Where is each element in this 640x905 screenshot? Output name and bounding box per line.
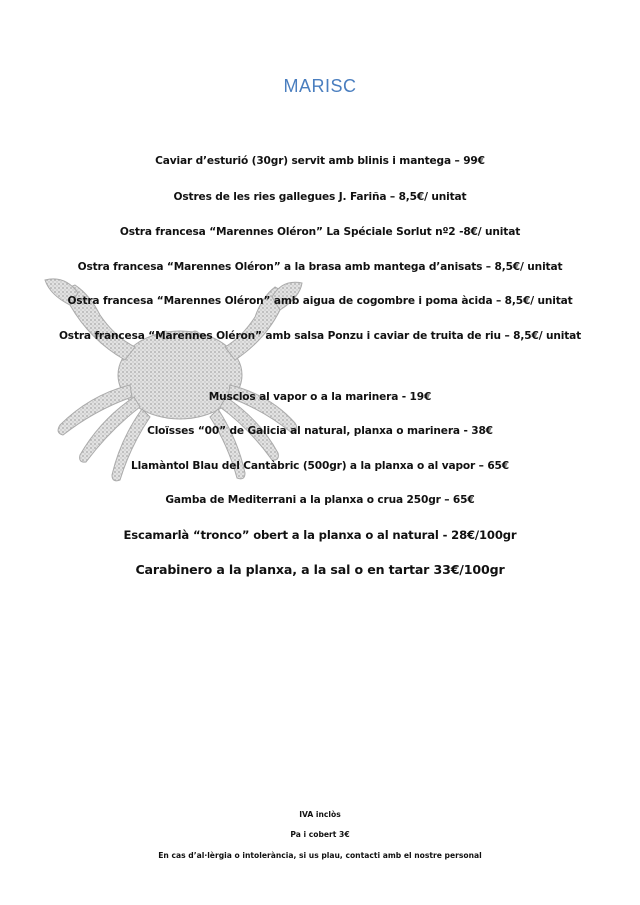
footer-bread-note: Pa i cobert 3€ (290, 830, 350, 839)
menu-item-langoustine: Escamarlà “tronco” obert a la planxa o al natural - 28€/100gr (123, 528, 517, 542)
menu-item-oyster-cogombre: Ostra francesa “Marennes Oléron” amb aigua de cogombre i poma àcida – 8,5€/ unitat (67, 295, 573, 307)
menu-item-oyster-ponzu: Ostra francesa “Marennes Oléron” amb salsa Ponzu i caviar de truita de riu – 8,5€/ unitat (58, 330, 582, 342)
menu-item-clams: Cloïsses “00” de Galicia al natural, planxa o marinera - 38€ (147, 425, 493, 437)
menu-item-lobster: Llamàntol Blau del Cantàbric (500gr) a la planxa o al vapor – 65€ (131, 460, 509, 472)
menu-item-oysters-galicia: Ostres de les ries gallegues J. Fariña – 8,5€/ unitat (173, 191, 467, 203)
page-title: MARISC (283, 76, 357, 96)
menu-item-carabinero: Carabinero a la planxa, a la sal o en tartar 33€/100gr (135, 562, 505, 577)
footer-vat-note: IVA inclòs (299, 810, 341, 819)
footer-allergy-note: En cas d’al·lèrgia o intolerància, si us plau, contacti amb el nostre personal (158, 851, 482, 860)
menu-item-oyster-speciale: Ostra francesa “Marennes Oléron” La Spéciale Sorlut nº2 -8€/ unitat (119, 226, 521, 238)
menu-item-caviar: Caviar d’esturió (30gr) servit amb blinis i mantega – 99€ (155, 155, 485, 167)
menu-item-oyster-brasa: Ostra francesa “Marennes Oléron” a la brasa amb mantega d’anisats – 8,5€/ unitat (77, 261, 563, 273)
menu-item-prawn: Gamba de Mediterrani a la planxa o crua 250gr – 65€ (165, 494, 475, 506)
menu-item-mussels: Musclos al vapor o a la marinera - 19€ (208, 391, 432, 403)
